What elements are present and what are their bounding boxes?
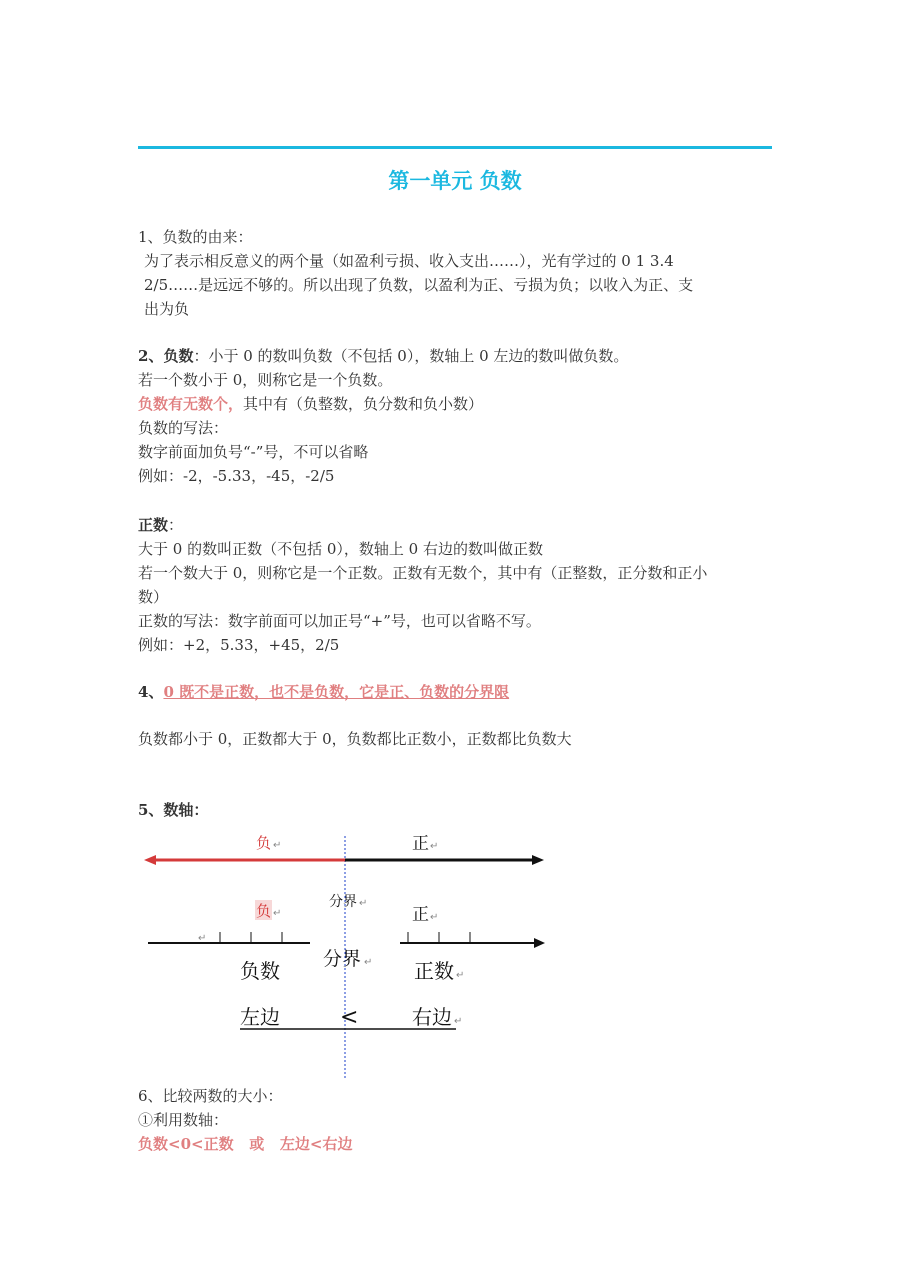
right-side-label: 右边 <box>412 1005 452 1029</box>
mid-pos-label: 正 <box>412 905 429 925</box>
page-title: 第一单元 负数 <box>388 169 522 193</box>
section-3-line-4: 正数的写法：数字前面可以加正号“+”号，也可以省略不写。 <box>138 612 541 630</box>
less-than-sign: < <box>340 1005 359 1030</box>
top-pos-mark: ↵ <box>430 841 439 852</box>
section-3-line-5: 例如：+2，5.33，+45，2/5 <box>138 636 340 654</box>
section-2-definition <box>138 344 628 368</box>
zero-boundary-highlight: 0 既不是正数，也不是负数，它是正、负数的分界限 <box>163 683 510 701</box>
lower-right-arrowhead <box>534 938 545 948</box>
negative-definition: ：小于 0 的数叫负数（不包括 0），数轴上 0 左边的数叫做负数。 <box>193 347 629 365</box>
section-6-line-1: ①利用数轴： <box>138 1111 229 1129</box>
section-1-text-3: 出为负 <box>144 300 190 318</box>
section-3-line-1: 大于 0 的数叫正数（不包括 0），数轴上 0 右边的数叫做正数 <box>138 540 543 558</box>
section-2-line-3 <box>138 392 483 416</box>
top-neg-label: 负 <box>256 834 272 852</box>
boundary-label-small: 分界 <box>329 894 357 910</box>
number-line-diagram <box>138 830 558 1080</box>
section-6-heading: 6、比较两数的大小： <box>138 1087 283 1105</box>
infinite-negatives-highlight: 负数有无数个， <box>138 395 244 413</box>
negative-numbers-label: 负数 <box>240 959 280 983</box>
negative-types: 其中有（负整数，负分数和负小数） <box>243 395 484 413</box>
comparison-rule-highlight: 负数<0<正数 或 左边<右边 <box>138 1135 353 1153</box>
section-1-text-1: 为了表示相反意义的两个量（如盈利亏损、收入支出……），光有学过的 0 1 3.4 <box>144 252 674 270</box>
boundary-small-mark: ↵ <box>359 898 368 909</box>
right-side-mark: ↵ <box>454 1016 463 1027</box>
section-4-num: 4、 <box>138 683 164 701</box>
section-3-line-2: 若一个数大于 0，则称它是一个正数。正数有无数个，其中有（正整数，正分数和正小 <box>138 564 708 582</box>
mid-neg-mark: ↵ <box>273 908 282 919</box>
section-2-line-2: 若一个数小于 0，则称它是一个负数。 <box>138 371 393 389</box>
positive-heading <box>138 513 183 537</box>
boundary-large-mark: ↵ <box>364 957 373 968</box>
boundary-label-large: 分界 <box>323 948 362 970</box>
left-arrowhead <box>144 855 156 865</box>
top-rule <box>138 146 772 149</box>
section-1-text-2: 2/5……是远远不够的。所以出现了负数，以盈利为正、亏损为负；以收入为正、支 <box>144 276 694 294</box>
top-neg-mark: ↵ <box>273 840 282 851</box>
right-arrowhead <box>532 855 544 865</box>
top-pos-label: 正 <box>412 834 429 854</box>
section-3-line-3: 数） <box>138 588 169 606</box>
positive-colon: ： <box>168 516 184 534</box>
negative-term: 负数 <box>163 347 194 365</box>
neg-line-mark: ↵ <box>198 933 207 944</box>
section-4-line <box>138 680 509 704</box>
left-side-label: 左边 <box>240 1005 280 1029</box>
section-5-heading: 5、数轴： <box>138 801 209 819</box>
section-2-line-4: 负数的写法： <box>138 419 229 437</box>
section-2-line-5: 数字前面加负号“-”号，不可以省略 <box>138 443 369 461</box>
positive-numbers-label: 正数 <box>414 959 454 983</box>
positive-term: 正数 <box>138 516 169 534</box>
mid-pos-mark: ↵ <box>430 912 439 923</box>
section-1-heading: 1、负数的由来： <box>138 228 253 246</box>
comparison-statement: 负数都小于 0，正数都大于 0，负数都比正数小，正数都比负数大 <box>138 730 572 748</box>
pos-numbers-mark: ↵ <box>456 970 465 981</box>
mid-neg-label: 负 <box>256 902 272 920</box>
section-2-num: 2、 <box>138 347 164 365</box>
section-2-line-6: 例如：-2，-5.33，-45，-2/5 <box>138 467 335 485</box>
